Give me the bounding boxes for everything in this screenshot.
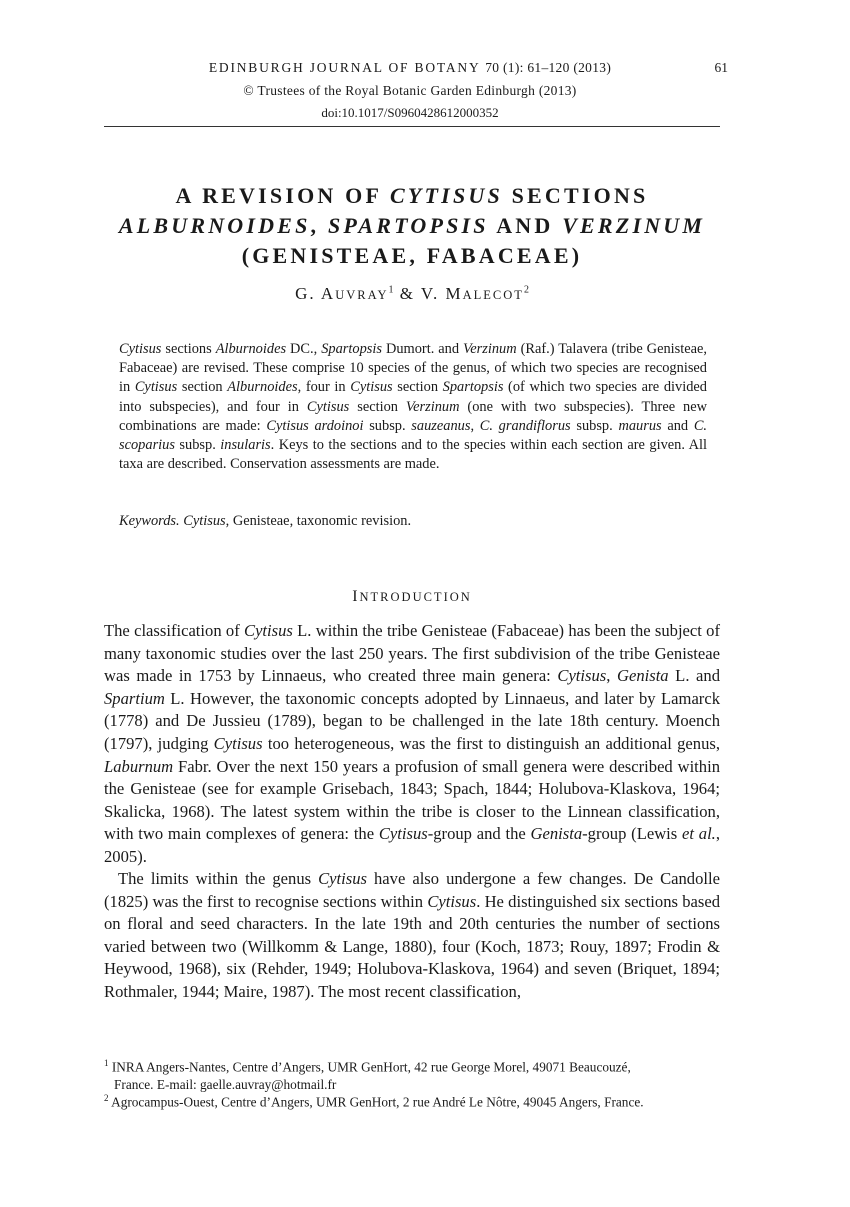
journal-issue: 70 (1): 61–120 (2013) [485, 60, 612, 75]
taxon-name: Cytisus [318, 869, 367, 888]
body-text: Fabr. Over the next 150 years a profusion of small genera were described within the Genisteae (see for example Grisebach, 1843; Spach, 1844; Holubova-Klaskova, 1964; Skalicka, 1968). The latest system within the tribe is closer to the Linnean classification, with two main complexes of genera: the [104, 756, 720, 844]
taxon-name: Spartium [104, 688, 165, 708]
copyright-line: © Trustees of the Royal Botanic Garden Edinburgh (2013) [243, 83, 577, 98]
taxon-name: Cytisus [244, 621, 293, 640]
abstract-text: (Raf.) Talavera (tribe Genisteae, Fabaceae) are revised. These comprise 10 species of the genus, of which two species are recognised in [119, 341, 708, 396]
footnote-text: France. E-mail: gaelle.auvray@hotmail.fr [114, 1076, 337, 1092]
body-text: . He distinguished six sections based on floral and seed characters. In the late 19th and 20th centuries the number of sections varied between two (Willkomm & Lange, 1880), four (Koch, 1873; Rouy, 1897; Frodin & Heywood, 1968), six (Rehder, 1949; Holubova-Klaskova, 1964) and seven (Briquet, 1894; Rothmaler, 1944; Maire, 1987). The most recent classification, [104, 891, 720, 1001]
title-text: , [310, 213, 328, 238]
body-text: L. within the tribe Genisteae (Fabaceae) has been the subject of many taxonomic studies over the last 250 years. The first subdivision of the tribe Genisteae was made in 1753 by Linnaeus, who created three main genera: [104, 621, 720, 686]
body-text: -group (Lewis [582, 824, 683, 844]
intro-paragraph-1 [104, 620, 720, 869]
body-text: The limits within the genus [118, 869, 319, 888]
taxon-name: Spartopsis [321, 341, 382, 357]
taxon-name: C. grandiflorus [479, 417, 571, 434]
taxon-name: sauzeanus [411, 417, 471, 434]
taxon-name: Genista [530, 824, 583, 844]
abstract-text: subsp. [570, 417, 619, 434]
taxon-name: Genista [616, 666, 669, 686]
footnote-text: INRA Angers-Nantes, Centre d’Angers, UMR GenHort, 42 rue George Morel, 49071 Beaucouzé, [108, 1059, 631, 1075]
journal-name: EDINBURGH JOURNAL OF BOTANY [208, 60, 481, 75]
footnote-marker: 2 [104, 1093, 109, 1103]
abstract-text: section [392, 379, 443, 396]
taxon-name: Cytisus [350, 379, 393, 396]
abstract-paragraph [119, 340, 707, 474]
section-heading-initial: I [352, 588, 360, 605]
abstract-text: and [661, 417, 694, 434]
doi-line: doi:10.1017/S0960428612000352 [321, 105, 499, 120]
header-rule [104, 126, 720, 127]
body-text: , 2005). [104, 824, 720, 866]
paragraph-text [104, 868, 720, 1004]
taxon-name: Cytisus ardoinoi [266, 417, 364, 434]
author-separator: & [393, 284, 421, 303]
body-text: too heterogeneous, was the first to distinguish an additional genus, [262, 733, 720, 753]
section-heading-rest: NTRODUCTION [359, 590, 472, 604]
taxon-name: Cytisus [306, 398, 350, 415]
author-2-initial: V. M [420, 284, 463, 303]
taxon-name: Cytisus [134, 379, 178, 396]
author-1-initial: G. A [295, 284, 336, 303]
abstract-text: subsp. [363, 417, 412, 434]
section-heading-introduction [104, 588, 720, 606]
intro-paragraph-2 [104, 868, 720, 1004]
taxon-name: Cytisus [119, 341, 162, 357]
abstract-text: DC., [286, 341, 322, 357]
abstract-text: section [349, 398, 406, 415]
abstract-text: Dumort. and [381, 341, 464, 357]
keywords-text: , Genisteae, taxonomic revision. [225, 513, 412, 529]
title-section-name: VERZINUM [562, 213, 706, 238]
title-section-name: ALBURNOIDES [118, 213, 311, 238]
taxon-name: Cytisus [213, 733, 263, 753]
abstract-text: , four in [297, 379, 351, 396]
abstract-text: . Keys to the sections and to the species within each section are given. All taxa are described. Conservation assessments are made. [119, 437, 707, 473]
body-text: -group and the [427, 824, 531, 844]
title-text: SECTIONS [502, 183, 649, 208]
taxon-name: insularis [220, 437, 271, 454]
article-title-line-3: (GENISTEAE, FABACEAE) [241, 243, 583, 268]
body-text: L. and [668, 666, 721, 686]
taxon-name: Verzinum [405, 398, 460, 415]
footnote-1 [104, 1055, 720, 1093]
taxon-name: Alburnoides [227, 379, 298, 396]
abstract [119, 340, 707, 474]
author-2-surname: ALECOT [462, 288, 524, 302]
abstract-text: (of which two species are divided into subspecies), and four in [119, 379, 707, 415]
keywords-label: Keywords. [119, 513, 180, 529]
title-genus: CYTISUS [390, 183, 503, 208]
title-section-name: SPARTOPSIS [327, 213, 489, 238]
body-text: The classification of [104, 621, 244, 640]
abstract-text: sections [161, 341, 216, 357]
taxon-name: Cytisus [557, 666, 607, 686]
taxon-name: Laburnum [104, 756, 174, 776]
citation-et-al: et al. [682, 824, 716, 844]
taxon-name: Verzinum [463, 341, 517, 357]
page-number: 61 [714, 60, 728, 75]
abstract-text: subsp. [174, 437, 221, 454]
title-text: AND [488, 213, 563, 238]
taxon-name: C. scoparius [119, 417, 708, 454]
article-title-line-2 [104, 211, 720, 241]
author-1-affiliation-marker: 1 [388, 284, 394, 296]
abstract-text: , [470, 417, 480, 434]
keywords [119, 512, 707, 531]
taxon-name: Spartopsis [442, 379, 504, 396]
author-1-surname: UVRAY [335, 288, 389, 302]
journal-header [100, 60, 720, 76]
taxon-name: maurus [618, 417, 662, 434]
taxon-name: Alburnoides [215, 341, 287, 357]
author-2-affiliation-marker: 2 [523, 284, 529, 296]
body-text: have also undergone a few changes. De Candolle (1825) was the first to recognise sections within [104, 869, 720, 911]
body-text: , [606, 666, 617, 686]
title-text: A REVISION OF [175, 183, 391, 208]
article-title-line-1 [104, 181, 720, 211]
taxon-name: Cytisus [427, 891, 477, 911]
keywords-taxon: Cytisus [183, 513, 226, 529]
footnote-marker: 1 [104, 1058, 109, 1068]
author-line [104, 284, 720, 304]
footnote-text: Agrocampus-Ouest, Centre d’Angers, UMR GenHort, 2 rue André Le Nôtre, 49045 Angers, France. [108, 1094, 644, 1110]
footnote-2 [104, 1090, 720, 1111]
abstract-text: section [177, 379, 228, 396]
body-text: L. However, the taxonomic concepts adopted by Linnaeus, and later by Lamarck (1778) and De Jussieu (1789), began to be challenged in the late 18th century. Moench (1797), judging [104, 688, 720, 753]
taxon-name: Cytisus [378, 824, 428, 844]
abstract-text: (one with two subspecies). Three new combinations are made: [119, 398, 707, 434]
paragraph-text [104, 620, 720, 869]
